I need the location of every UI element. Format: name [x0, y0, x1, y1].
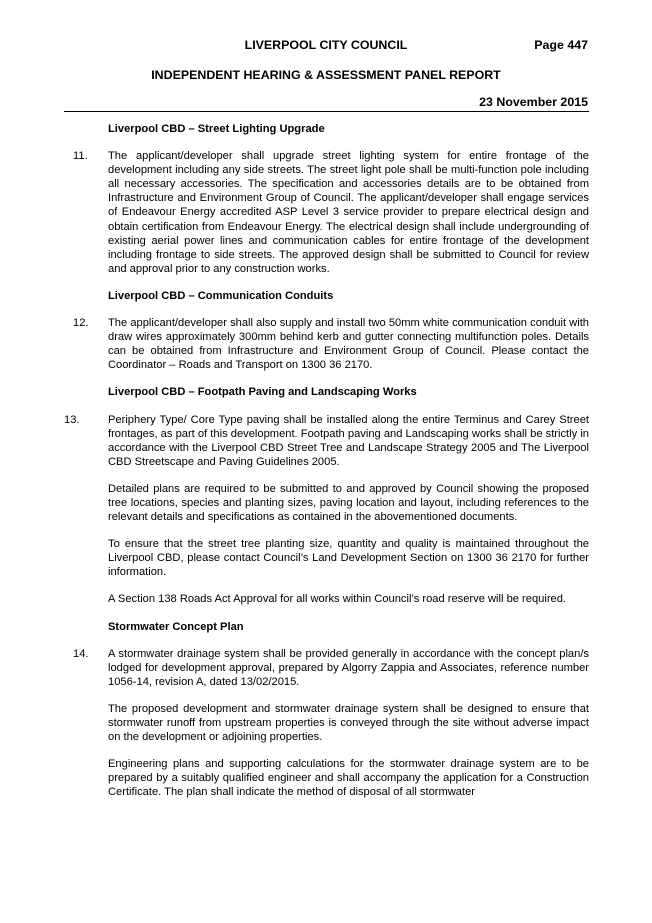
condition-paragraph: The proposed development and stormwater drainage system shall be designed to ensure that stormwater runoff from upstream properties is conveyed through the site without adverse impact on the development or adjoining properties.	[108, 702, 589, 744]
section-heading: Liverpool CBD – Communication Conduits	[108, 289, 334, 302]
condition-paragraph: To ensure that the street tree planting size, quantity and quality is maintained throughout the Liverpool CBD, please contact Council’s Land Development Section on 1300 36 2170 for further information.	[108, 538, 589, 579]
section-heading: Liverpool CBD – Street Lighting Upgrade	[108, 123, 325, 135]
condition-item	[64, 316, 589, 372]
condition-paragraph: Detailed plans are required to be submitted to and approved by Council showing the proposed tree locations, species and planting sizes, paving location and layout, including references to the relevant details and specifications as contained in the abovementioned documents.	[108, 482, 589, 524]
council-name: LIVERPOOL CITY COUNCIL	[244, 38, 408, 52]
report-date: 23 November 2015	[479, 95, 588, 109]
page-number: Page 447	[534, 38, 588, 52]
condition-item	[64, 149, 589, 276]
condition-paragraph: Engineering plans and supporting calculations for the stormwater drainage system are to be prepared by a suitably qualified engineer and shall accompany the application for a Construction Certificate. The plan shall indicate the method of disposal of all stormwater	[108, 758, 589, 799]
condition-paragraph: Periphery Type/ Core Type paving shall be installed along the entire Terminus and Carey Street frontages, as part of this development. Footpath paving and Landscaping works shall be strictly in accordance with the Liverpool CBD Street Tree and Landscape Strategy 2005 and The Liverpool CBD Streetscape and Paving Guidelines 2005.	[108, 413, 589, 468]
condition-paragraph: A stormwater drainage system shall be provided generally in accordance with the concept plan/s lodged for development approval, prepared by Algorry Zappia and Associates, reference number 1056-14, revision A, dated 13/02/2015.	[108, 647, 589, 688]
condition-item	[64, 413, 589, 607]
condition-paragraph: The applicant/developer shall upgrade street lighting system for entire frontage of the development including any side streets. The street light pole shall be multi-function pole including all necessary accessories. The specification and accessories details are to be obtained from Infrastructure and Environment Group of Council. The applicant/developer shall engage services of Endeavour Energy accredited ASP Level 3 service provider to prepare electrical design and obtain certification from Endeavour Energy. The electrical design shall include undergrounding of existing aerial power lines and communication cables for entire frontage of the development including frontage to side streets. The approved design shall be submitted to Council for review and approval prior to any construction works.	[108, 150, 589, 275]
condition-number: 11.	[73, 150, 88, 163]
condition-number: 13.	[64, 413, 80, 426]
condition-paragraph: A Section 138 Roads Act Approval for all works within Council’s road reserve will be required.	[108, 593, 567, 606]
report-title: INDEPENDENT HEARING & ASSESSMENT PANEL REPORT	[151, 68, 501, 82]
header-divider	[64, 111, 589, 112]
condition-paragraph: The applicant/developer shall also supply and install two 50mm white communication conduit with draw wires approximately 300mm behind kerb and gutter connecting multifunction poles. Details can be obtained from Infrastructure and Environment Group of Council. Please contact the Coordinator – Roads and Transport on 1300 36 2170.	[108, 317, 589, 372]
condition-number: 12.	[73, 317, 89, 330]
document-body	[64, 122, 589, 812]
condition-number: 14.	[73, 647, 89, 660]
condition-item	[64, 647, 589, 800]
page-header	[0, 38, 652, 56]
section-heading: Stormwater Concept Plan	[108, 620, 244, 633]
section-heading: Liverpool CBD – Footpath Paving and Landscaping Works	[108, 386, 417, 399]
